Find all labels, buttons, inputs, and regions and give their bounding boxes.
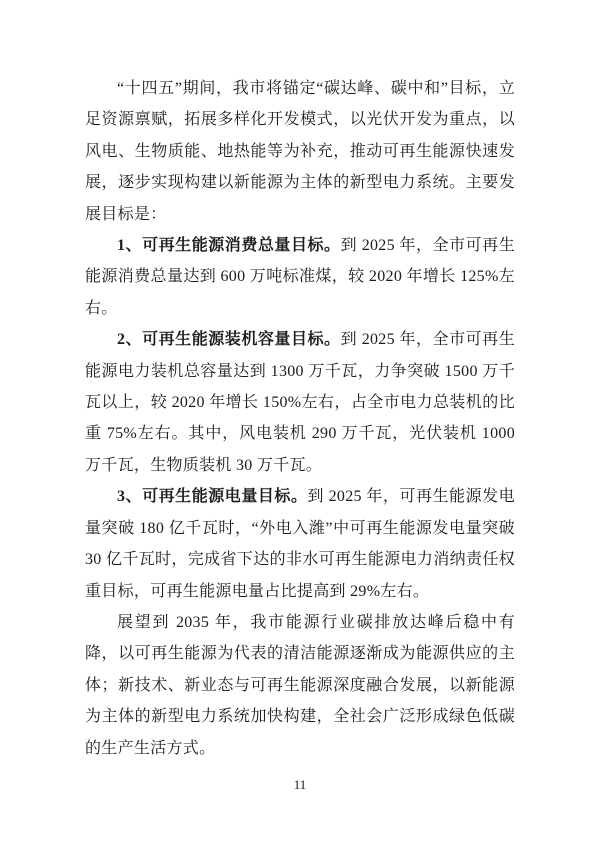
paragraph-lead: 1、可再生能源消费总量目标。 (117, 237, 341, 255)
paragraph-text: “十四五”期间，我市将锚定“碳达峰、碳中和”目标，立足资源禀赋，拓展多样化开发模式，以光伏开发为重点，以风电、生物质能、地热能等为补充，推动可再生能源快速发展，逐步实现构建以新能源为主体的新型电力系统。主要发展目标是： (85, 80, 515, 223)
paragraph-goal-3 (85, 481, 515, 607)
paragraph-lead: 3、可再生能源电量目标。 (117, 488, 308, 506)
page-footer (0, 776, 600, 794)
paragraph-text: 到 2025 年，可再生能源发电量突破 180 亿千瓦时，“外电入潍”中可再生能源发电量突破 30 亿千瓦时，完成省下达的非水可再生能源电力消纳责任权重目标，可再生能源电量占比提高到 29%左右。 (85, 488, 515, 600)
paragraph-goal-2 (85, 324, 515, 481)
page-number: 11 (293, 777, 307, 792)
paragraph-text: 到 2025 年，全市可再生能源消费总量达到 600 万吨标准煤，较 2020 年增长 125%左右。 (85, 237, 515, 317)
paragraph-intro (85, 73, 515, 230)
paragraph-lead: 2、可再生能源装机容量目标。 (117, 331, 341, 349)
document-body (85, 73, 515, 764)
paragraph-goal-1 (85, 230, 515, 324)
paragraph-text: 到 2025 年，全市可再生能源电力装机总容量达到 1300 万千瓦，力争突破 1500 万千瓦以上，较 2020 年增长 150%左右，占全市电力总装机的比重 75%左右。其中，风电装机 290 万千瓦，光伏装机 1000 万千瓦，生物质装机 30 万千瓦。 (85, 331, 515, 474)
paragraph-text: 展望到 2035 年，我市能源行业碳排放达峰后稳中有降，以可再生能源为代表的清洁能源逐渐成为能源供应的主体；新技术、新业态与可再生能源深度融合发展，以新能源为主体的新型电力系统加快构建，全社会广泛形成绿色低碳的生产生活方式。 (85, 613, 515, 757)
paragraph-outlook (85, 607, 515, 764)
